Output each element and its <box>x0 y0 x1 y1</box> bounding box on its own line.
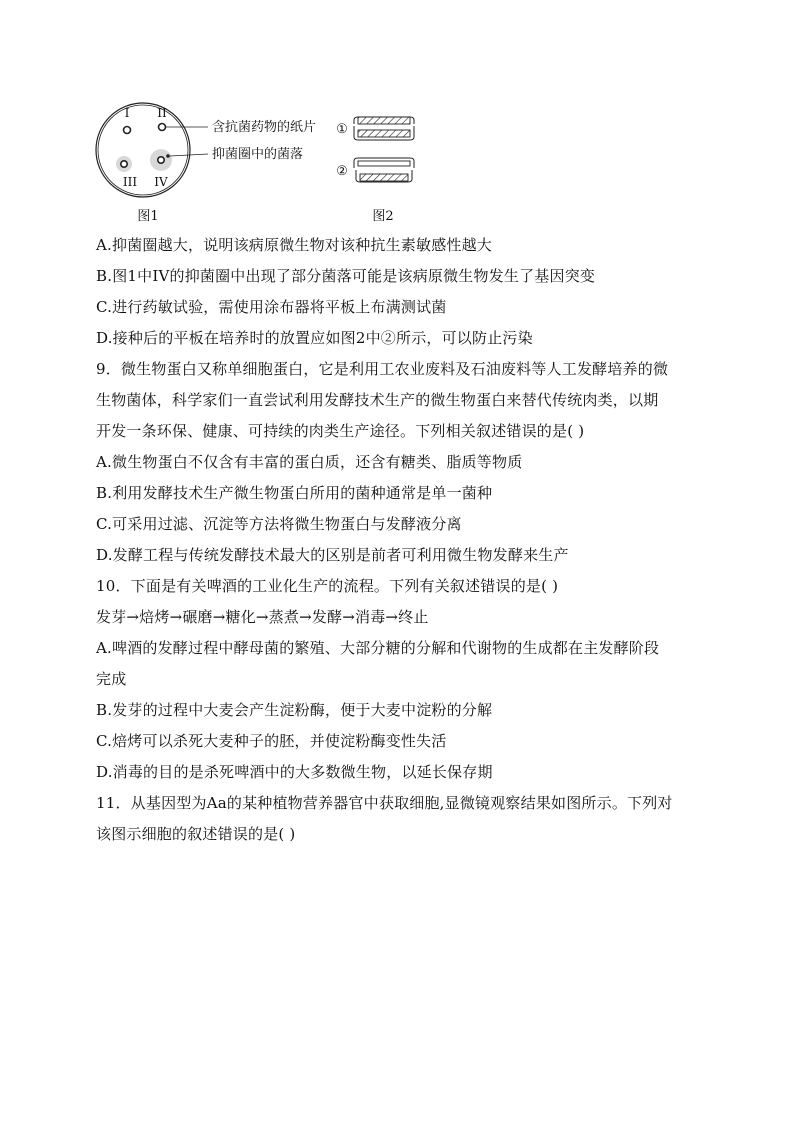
option-9c: C.可采用过滤、沉淀等方法将微生物蛋白与发酵液分离 <box>96 515 462 533</box>
question-9-line-3: 开发一条环保、健康、可持续的肉类生产途径。下列相关叙述错误的是( ) <box>96 422 585 440</box>
fig2-caption: 图2 <box>372 209 394 224</box>
paper-disc-3 <box>121 161 127 167</box>
leader-line-colony <box>170 154 208 156</box>
option-8d: D.接种后的平板在培养时的放置应如图2中②所示，可以防止污染 <box>96 329 533 347</box>
petri-dish-inner <box>98 105 188 195</box>
marker-1: ① <box>336 122 348 137</box>
paper-disc-2 <box>159 124 166 131</box>
petri-dish-figure <box>96 103 316 224</box>
question-11-line-2: 该图示细胞的叙述错误的是( ) <box>96 825 296 843</box>
figure-area <box>90 96 430 231</box>
colony-dot <box>166 154 170 158</box>
figure-illustration <box>90 96 430 231</box>
option-10a-line-2: 完成 <box>96 670 127 688</box>
option-9a: A.微生物蛋白不仅含有丰富的蛋白质，还含有糖类、脂质等物质 <box>96 453 523 471</box>
question-10-flow: 发芽→焙烤→碾磨→糖化→蒸煮→发酵→消毒→终止 <box>96 608 429 626</box>
roman-label-3: III <box>122 175 138 189</box>
marker-2: ② <box>336 164 348 179</box>
roman-label-4: IV <box>154 175 168 189</box>
option-10c: C.焙烤可以杀死大麦种子的胚，并使淀粉酶变性失活 <box>96 732 447 750</box>
plate-1 <box>354 117 414 140</box>
label-colony: 抑菌圈中的菌落 <box>212 147 304 162</box>
question-9-line-2: 生物菌体，科学家们一直尝试利用发酵技术生产的微生物蛋白来替代传统肉类，以期 <box>96 391 659 409</box>
question-9-line-1: 9．微生物蛋白又称单细胞蛋白，它是利用工农业废料及石油废料等人工发酵培养的微 <box>96 360 669 378</box>
question-11-line-1: 11．从基因型为Aa的某种植物营养器官中获取细胞,显微镜观察结果如图所示。下列对 <box>96 794 673 812</box>
option-9b: B.利用发酵技术生产微生物蛋白所用的菌种通常是单一菌种 <box>96 484 493 502</box>
option-8c: C.进行药敏试验，需使用涂布器将平板上布满测试菌 <box>96 298 447 316</box>
option-10d: D.消毒的目的是杀死啤酒中的大多数微生物，以延长保存期 <box>96 763 493 781</box>
option-10a-line-1: A.啤酒的发酵过程中酵母菌的繁殖、大部分糖的分解和代谢物的生成都在主发酵阶段 <box>96 639 660 657</box>
paper-disc-1 <box>124 127 131 134</box>
plate-orientation-figure <box>336 117 414 224</box>
option-9d: D.发酵工程与传统发酵技术最大的区别是前者可利用微生物发酵来生产 <box>96 546 569 564</box>
label-antibiotic-paper: 含抗菌药物的纸片 <box>212 120 317 135</box>
roman-label-2: II <box>157 106 167 120</box>
fig1-caption: 图1 <box>137 209 159 224</box>
petri-dish-outer <box>96 103 190 197</box>
roman-label-1: I <box>124 106 130 120</box>
paper-disc-4 <box>158 157 164 163</box>
question-10-stem: 10．下面是有关啤酒的工业化生产的流程。下列有关叙述错误的是( ) <box>96 577 559 595</box>
option-10b: B.发芽的过程中大麦会产生淀粉酶，便于大麦中淀粉的分解 <box>96 701 493 719</box>
plate-2 <box>354 158 414 182</box>
option-8a: A.抑菌圈越大，说明该病原微生物对该种抗生素敏感性越大 <box>96 236 493 254</box>
option-8b: B.图1中IV的抑菌圈中出现了部分菌落可能是该病原微生物发生了基因突变 <box>96 267 596 285</box>
